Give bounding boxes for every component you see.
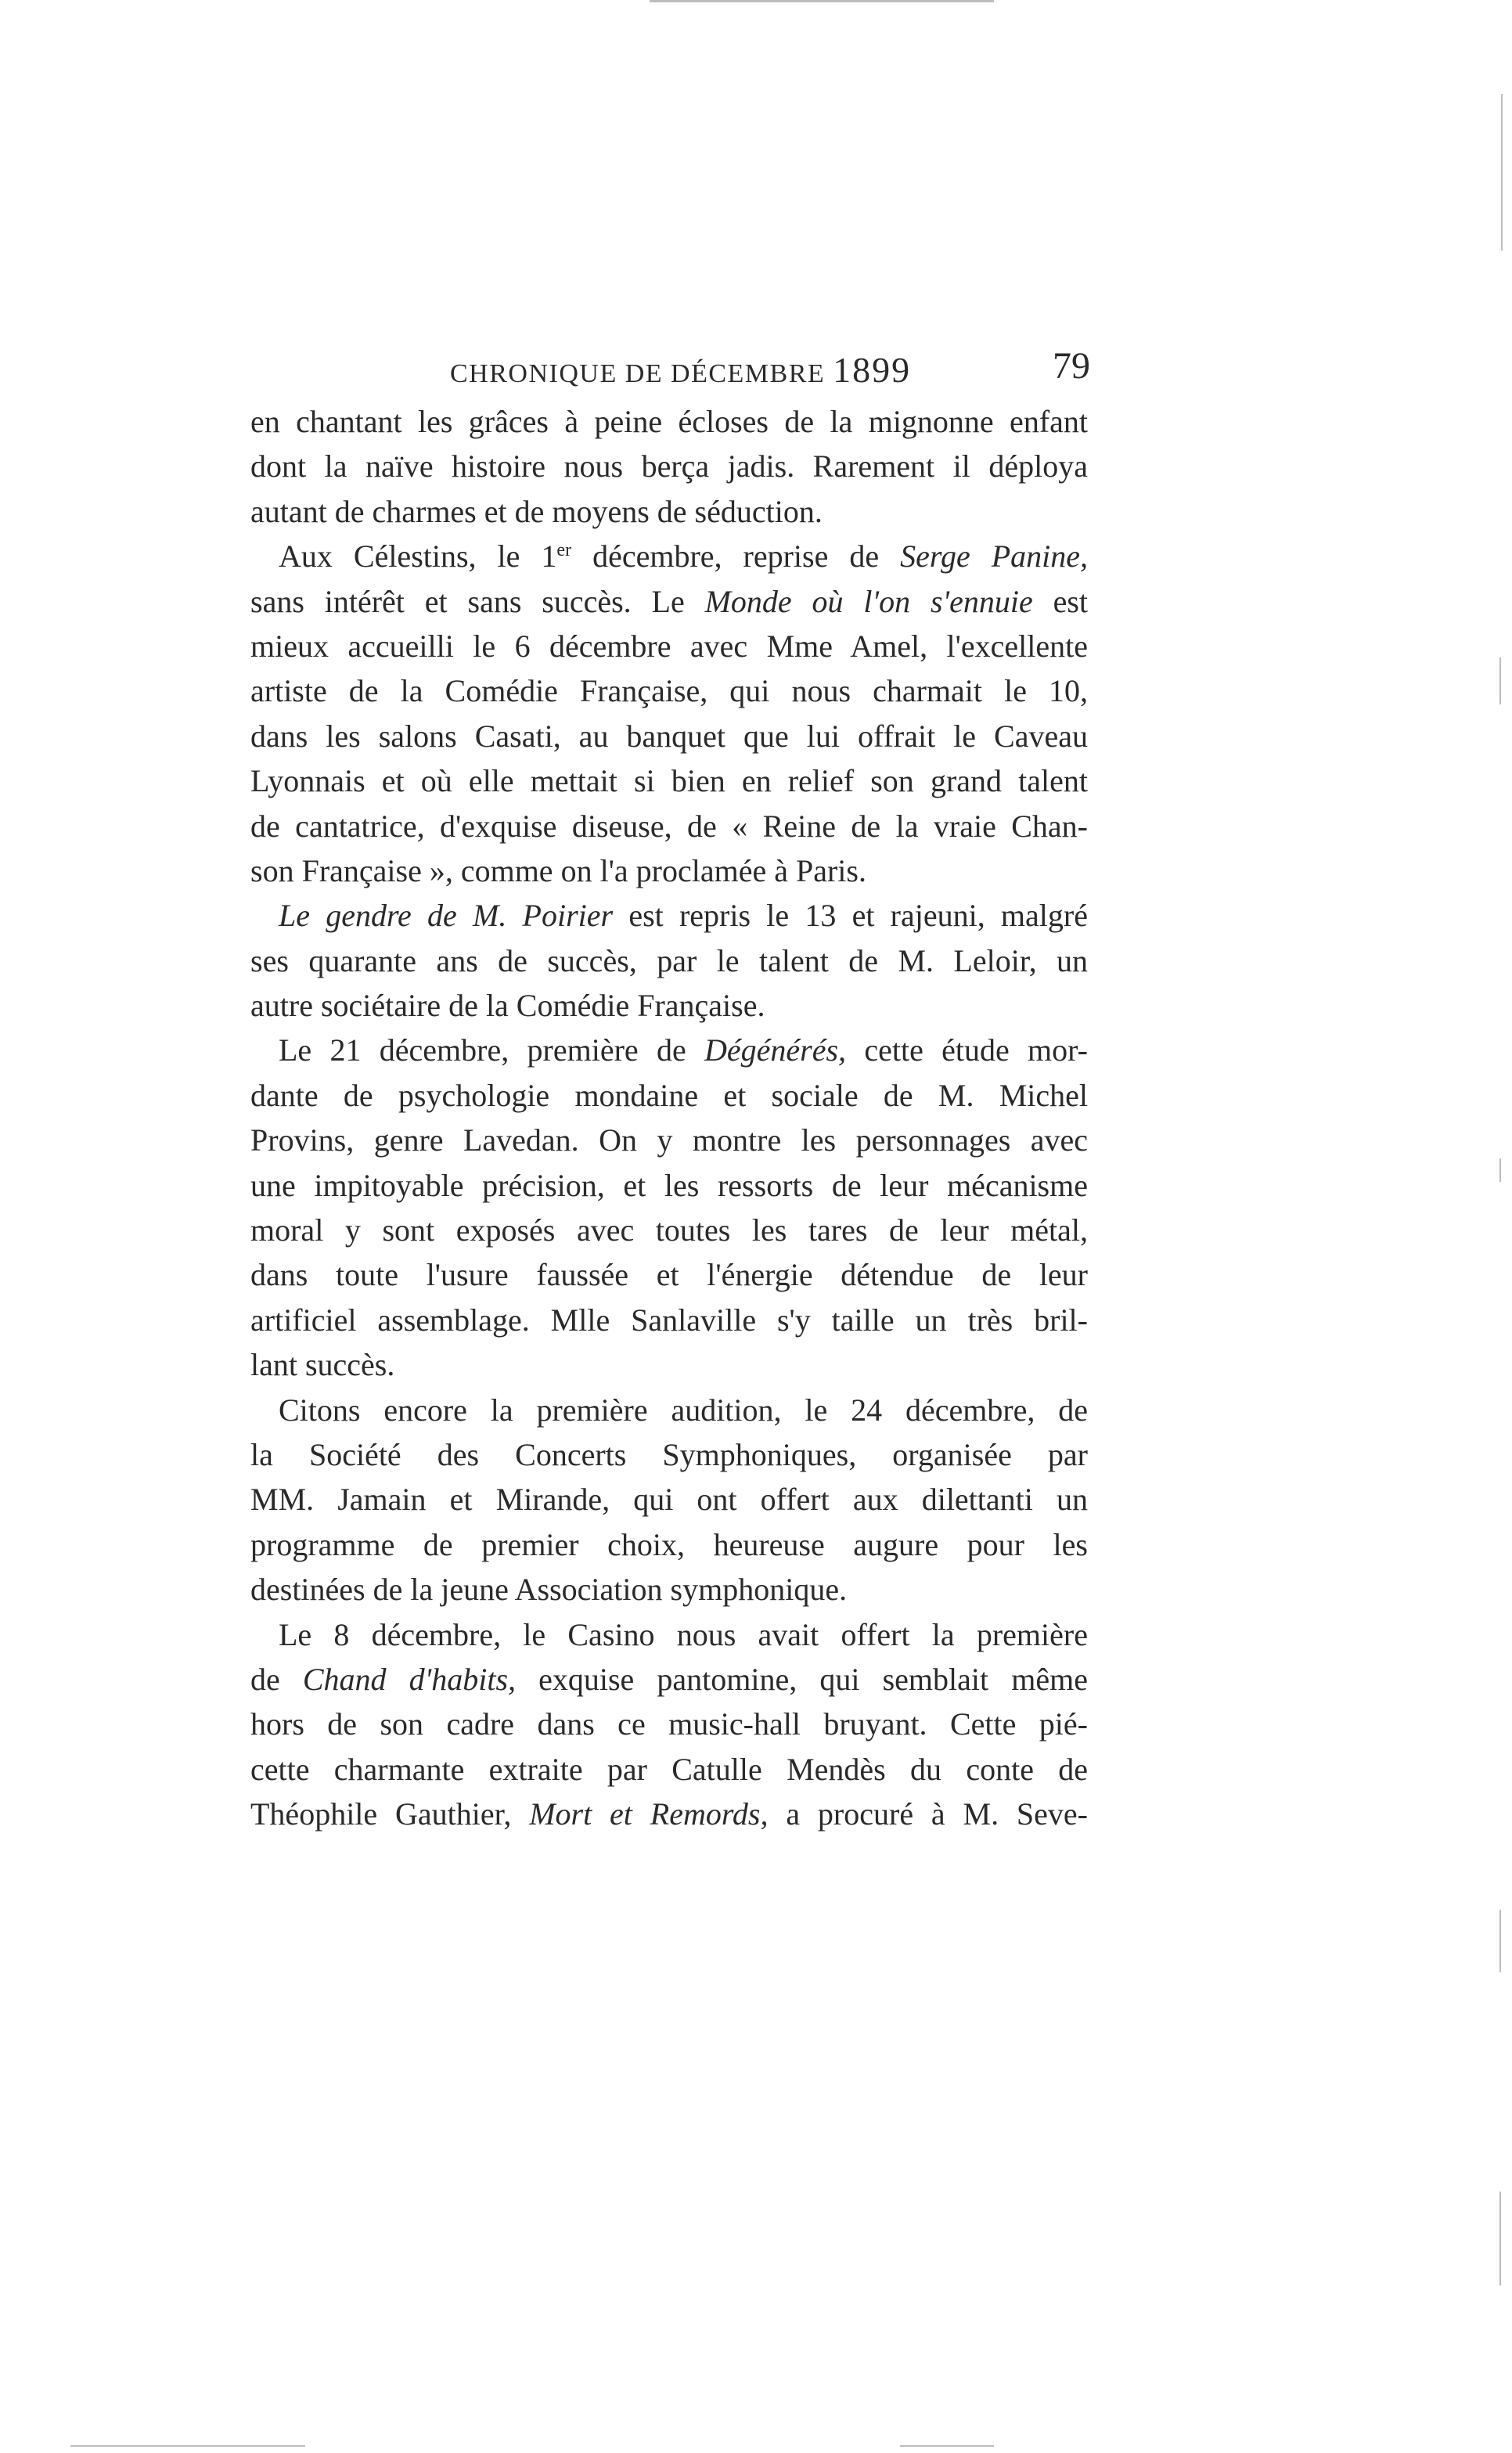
paragraph-line xyxy=(250,534,1088,578)
scan-mark-right-edge xyxy=(1499,1158,1501,1182)
text-line: une impitoyable précision, et les ressorts de leur mécanisme xyxy=(250,1167,1088,1203)
text-run: cette étude mor- xyxy=(846,1032,1088,1068)
scan-mark-right-edge xyxy=(1499,2192,1501,2286)
running-title-year: 1899 xyxy=(833,350,912,390)
text-line: son Française », comme on l'a proclamée à Paris. xyxy=(250,852,866,888)
text-line: dans toute l'usure faussée et l'énergie détendue de leur xyxy=(250,1257,1088,1293)
text-run: Le 21 décembre, première de xyxy=(279,1032,704,1068)
text-line xyxy=(250,1657,1088,1702)
page-number: 79 xyxy=(1053,345,1090,387)
play-title: Chand d'habits, xyxy=(302,1661,517,1697)
paragraph-line xyxy=(250,893,1088,938)
superscript: er xyxy=(556,540,572,561)
play-title: Dégénérés, xyxy=(704,1032,847,1068)
text-run: exquise pantomine, qui semblait même xyxy=(516,1661,1088,1697)
text-line: mieux accueilli le 6 décembre avec Mme Amel, l'excellente xyxy=(250,628,1088,664)
play-title: Le gendre de M. Poirier xyxy=(279,898,614,934)
text-line: en chantant les grâces à peine écloses de la mignonne enfant xyxy=(250,404,1088,439)
text-line: autre sociétaire de la Comédie Française. xyxy=(250,988,765,1024)
scan-mark-bottom xyxy=(900,2445,994,2447)
text-run: Théophile Gauthier, xyxy=(250,1796,530,1832)
text-run: est repris le 13 et rajeuni, malgré xyxy=(613,898,1088,934)
paragraph-line: Citons encore la première audition, le 24 décembre, de xyxy=(279,1392,1088,1428)
text-line: Provins, genre Lavedan. On y montre les personnages avec xyxy=(250,1122,1088,1158)
text-line: cette charmante extraite par Catulle Mendès du conte de xyxy=(250,1751,1088,1787)
text-run: sans intérêt et sans succès. Le xyxy=(250,583,705,619)
text-run: est xyxy=(1032,583,1089,619)
text-line: programme de premier choix, heureuse augure pour les xyxy=(250,1526,1088,1562)
work-title: Mort et Remords, xyxy=(529,1796,769,1832)
text-line: MM. Jamain et Mirande, qui ont offert aux dilettanti un xyxy=(250,1482,1088,1518)
running-title-text: CHRONIQUE DE DÉCEMBRE xyxy=(450,359,826,388)
play-title: Monde où l'on s'ennuie xyxy=(704,583,1033,619)
text-line: la Société des Concerts Symphoniques, organisée par xyxy=(250,1436,1088,1472)
text-run: Aux Célestins, le 1 xyxy=(279,539,557,575)
text-line: ses quarante ans de succès, par le talent de M. Leloir, un xyxy=(250,942,1088,978)
running-head xyxy=(250,337,1088,399)
scan-mark-right-edge xyxy=(1499,1910,1501,1972)
text-line: Lyonnais et où elle mettait si bien en relief son grand talent xyxy=(250,763,1088,799)
scan-mark-bottom xyxy=(70,2445,305,2447)
text-line: artificiel assemblage. Mlle Sanlaville s'y taille un très bril- xyxy=(250,1302,1088,1338)
text-line: autant de charmes et de moyens de séduction. xyxy=(250,493,823,529)
play-title: Serge Panine, xyxy=(900,539,1088,575)
paragraph-line: Le 8 décembre, le Casino nous avait offert la première xyxy=(279,1616,1088,1652)
paragraph-line xyxy=(250,1028,1088,1072)
text-line: dans les salons Casati, au banquet que lui offrait le Caveau xyxy=(250,718,1088,754)
scan-mark-right-edge xyxy=(1501,94,1503,250)
running-title xyxy=(450,349,911,391)
scan-mark-right-edge xyxy=(1499,657,1501,704)
text-line: hors de son cadre dans ce music-hall bruyant. Cette pié- xyxy=(250,1706,1088,1742)
text-line: dont la naïve histoire nous berça jadis. Rarement il déploya xyxy=(250,448,1088,484)
body-text xyxy=(250,399,1088,1837)
text-line: moral y sont exposés avec toutes les tares de leur métal, xyxy=(250,1212,1088,1248)
text-line: artiste de la Comédie Française, qui nous charmait le 10, xyxy=(250,673,1088,709)
text-line: dante de psychologie mondaine et sociale de M. Michel xyxy=(250,1077,1088,1113)
text-run: a procuré à M. Seve- xyxy=(768,1796,1088,1832)
text-line xyxy=(250,1792,1088,1836)
text-run: décembre, reprise de xyxy=(571,539,901,575)
text-line xyxy=(250,579,1088,624)
text-line: lant succès. xyxy=(250,1347,395,1383)
text-line: destinées de la jeune Association symphonique. xyxy=(250,1572,848,1608)
scan-mark-top xyxy=(650,0,994,2)
text-line: de cantatrice, d'exquise diseuse, de « Reine de la vraie Chan- xyxy=(250,808,1088,844)
text-run: de xyxy=(250,1661,303,1697)
